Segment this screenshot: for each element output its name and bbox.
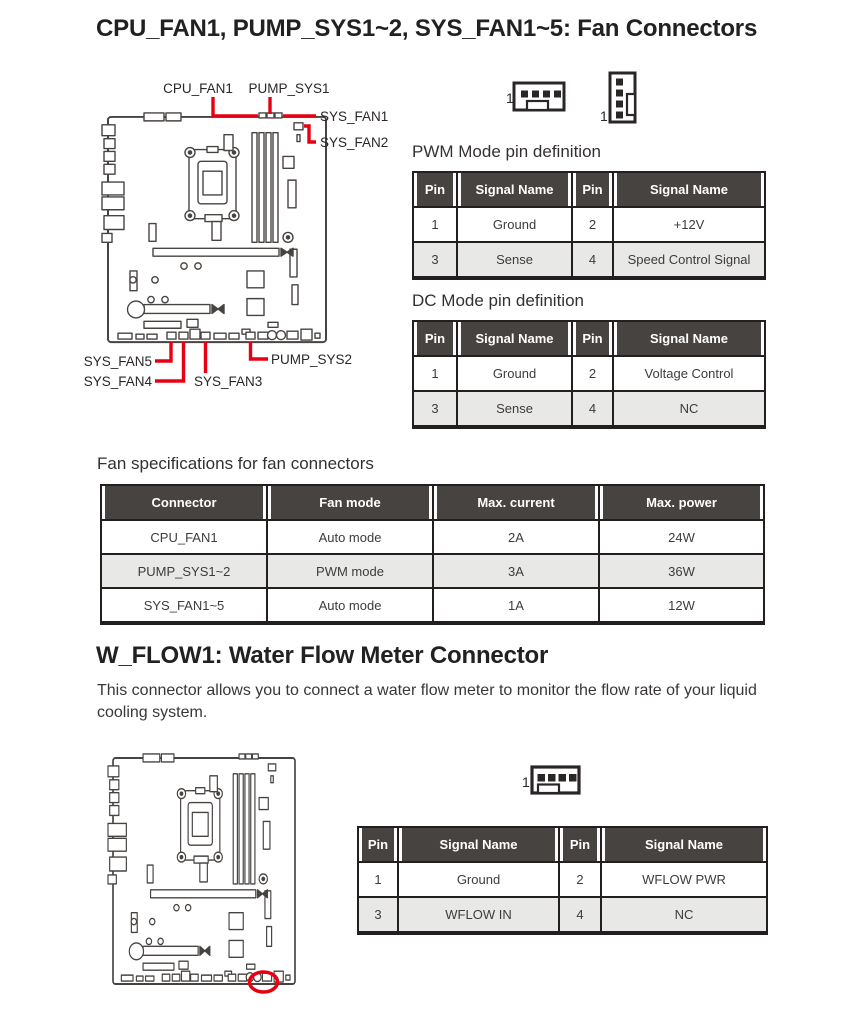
wflow-header-cell: Signal Name	[601, 827, 767, 862]
spec-cell: 36W	[599, 554, 764, 588]
table-row	[413, 242, 765, 278]
wflow-connector-icon	[516, 762, 591, 800]
pwm-cell: +12V	[613, 207, 765, 242]
pwm-cell: 2	[572, 207, 613, 242]
dc-mode-heading: DC Mode pin definition	[412, 291, 584, 310]
table-row	[413, 207, 765, 242]
dc-header-cell: Pin	[413, 321, 457, 356]
wflow-header-cell: Pin	[358, 827, 398, 862]
wflow-pin-table	[357, 826, 768, 935]
motherboard-line-art	[108, 754, 295, 984]
wflow-cell: Ground	[398, 862, 559, 897]
pwm-header-cell: Signal Name	[613, 172, 765, 207]
wflow-header-cell: Pin	[559, 827, 601, 862]
pwm-cell: 3	[413, 242, 457, 278]
spec-cell: 1A	[433, 588, 599, 623]
pwm-cell: 1	[413, 207, 457, 242]
spec-cell: 2A	[433, 520, 599, 554]
wflow-description: This connector allows you to connect a water flow meter to monitor the flow rate of your liquid cooling system.	[97, 682, 757, 721]
board-label-sys-fan5: SYS_FAN5	[83, 354, 152, 369]
wflow-header-cell: Signal Name	[398, 827, 559, 862]
dc-header-cell: Signal Name	[613, 321, 765, 356]
dc-cell: 2	[572, 356, 613, 391]
spec-cell: Auto mode	[267, 588, 433, 623]
dc-cell: 3	[413, 391, 457, 427]
motherboard-line-art	[102, 113, 326, 342]
wflow-title: W_FLOW1: Water Flow Meter Connector	[96, 642, 549, 669]
fan-connectors-title: CPU_FAN1, PUMP_SYS1~2, SYS_FAN1~5: Fan Connectors	[96, 15, 758, 42]
fan-spec-table	[100, 484, 765, 625]
spec-cell: 12W	[599, 588, 764, 623]
wflow-cell: 3	[358, 897, 398, 933]
dc-cell: Voltage Control	[613, 356, 765, 391]
spec-header-cell: Connector	[101, 485, 267, 520]
pwm-pin-table	[412, 171, 766, 280]
pwm-cell: Speed Control Signal	[613, 242, 765, 278]
fan-connector-pin-icons	[498, 70, 648, 128]
wflow-cell: WFLOW PWR	[601, 862, 767, 897]
dc-header-cell: Signal Name	[457, 321, 572, 356]
pwm-header-cell: Pin	[572, 172, 613, 207]
dc-cell: 4	[572, 391, 613, 427]
dc-cell: Ground	[457, 356, 572, 391]
spec-cell: CPU_FAN1	[101, 520, 267, 554]
callout-line-pump-sys2	[251, 342, 269, 359]
wflow-cell: 2	[559, 862, 601, 897]
dc-cell: NC	[613, 391, 765, 427]
pwm-header-cell: Pin	[413, 172, 457, 207]
spec-cell: PWM mode	[267, 554, 433, 588]
pin1-label-wflow: 1	[522, 774, 530, 790]
board-label-sys-fan4: SYS_FAN4	[83, 374, 152, 389]
wflow-board-diagram	[103, 748, 318, 1006]
fan-connectors-board-diagram	[83, 76, 394, 392]
table-row	[358, 897, 767, 933]
pwm-cell: Ground	[457, 207, 572, 242]
fan-spec-heading: Fan specifications for fan connectors	[97, 454, 374, 473]
fan-connector-horizontal-icon	[514, 83, 564, 110]
wflow-cell: 4	[559, 897, 601, 933]
board-label-sys-fan3: SYS_FAN3	[194, 374, 263, 389]
board-label-pump-sys1: PUMP_SYS1	[248, 81, 330, 96]
table-row	[413, 356, 765, 391]
spec-cell: Auto mode	[267, 520, 433, 554]
fan-connector-vertical-icon	[610, 73, 635, 122]
spec-cell: PUMP_SYS1~2	[101, 554, 267, 588]
table-row	[358, 862, 767, 897]
pin1-label-vertical: 1	[600, 108, 608, 124]
pwm-mode-heading: PWM Mode pin definition	[412, 142, 601, 161]
pwm-cell: 4	[572, 242, 613, 278]
spec-header-cell: Fan mode	[267, 485, 433, 520]
table-row	[101, 520, 764, 554]
table-row	[101, 588, 764, 623]
dc-header-cell: Pin	[572, 321, 613, 356]
pwm-cell: Sense	[457, 242, 572, 278]
board-label-pump-sys2: PUMP_SYS2	[271, 352, 353, 367]
dc-cell: Sense	[457, 391, 572, 427]
wflow-cell: WFLOW IN	[398, 897, 559, 933]
spec-cell: 24W	[599, 520, 764, 554]
pin1-label-horizontal: 1	[506, 90, 514, 106]
table-row	[413, 391, 765, 427]
dc-cell: 1	[413, 356, 457, 391]
table-row	[101, 554, 764, 588]
board-label-cpu-fan1: CPU_FAN1	[163, 81, 233, 96]
spec-header-cell: Max. current	[433, 485, 599, 520]
board-label-sys-fan1: SYS_FAN1	[320, 109, 389, 124]
spec-cell: SYS_FAN1~5	[101, 588, 267, 623]
dc-pin-table	[412, 320, 766, 429]
callout-line-cpu-fan1	[213, 97, 258, 116]
pwm-header-cell: Signal Name	[457, 172, 572, 207]
callout-line-sys-fan5	[155, 342, 171, 361]
board-label-sys-fan2: SYS_FAN2	[320, 135, 389, 150]
spec-cell: 3A	[433, 554, 599, 588]
spec-header-cell: Max. power	[599, 485, 764, 520]
wflow-cell: 1	[358, 862, 398, 897]
wflow-cell: NC	[601, 897, 767, 933]
